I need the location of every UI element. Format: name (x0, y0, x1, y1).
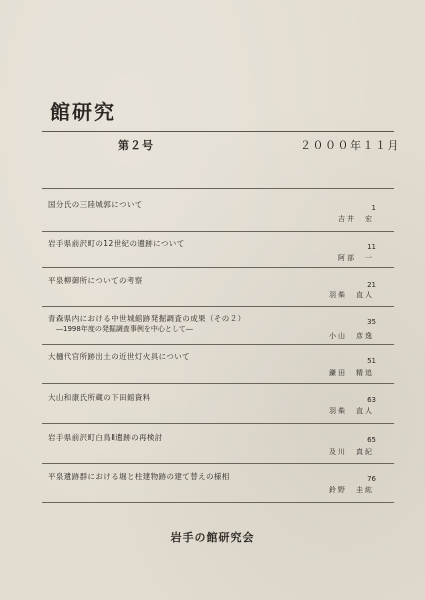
toc-entry-title: 国分氏の三陸城郭について (48, 200, 143, 209)
toc-entry-author: 鈴野 圭紘 (329, 486, 374, 494)
toc-entry (48, 352, 376, 377)
toc-entry-page: 51 (367, 357, 376, 365)
toc-entry (48, 433, 376, 456)
toc-entry (48, 200, 376, 223)
toc-entry-page: 65 (367, 436, 376, 444)
toc-entry-title: 青森県内における中世城館跡発掘調査の成果（その２） (48, 314, 246, 323)
toc-entry-author: 鎌田 精追 (329, 369, 374, 377)
toc-entry-subtitle: ―1998年度の発掘調査事例を中心として― (56, 325, 193, 333)
issue-date: ２０００年１１月 (300, 139, 400, 152)
contents-divider (42, 502, 394, 503)
toc-entry-title: 大樋代官所跡出土の近世灯火具について (48, 352, 191, 361)
title-rule (42, 131, 394, 132)
toc-entry (48, 393, 376, 415)
contents-divider (42, 463, 394, 464)
toc-entry-title: 岩手県前沢町白鳥Ⅱ遺跡の再検討 (48, 433, 163, 442)
toc-entry (48, 314, 376, 340)
contents-divider (42, 423, 394, 424)
contents-divider (42, 383, 394, 384)
toc-entry-page: 35 (367, 318, 376, 326)
toc-entry-author: 小山 彦逸 (329, 332, 374, 340)
journal-title: 館研究 (50, 100, 116, 124)
toc-entry-title: 大山和康氏所蔵の下田館資料 (48, 393, 151, 402)
toc-entry-page: 21 (367, 281, 376, 289)
toc-entry (48, 276, 376, 299)
toc-entry-title: 岩手県前沢町の12世紀の遺跡について (48, 239, 185, 248)
toc-entry-title: 平泉柳御所についての考察 (48, 276, 143, 285)
toc-entry (48, 472, 376, 494)
toc-entry-author: 及川 真紀 (329, 448, 374, 456)
toc-entry-page: 76 (367, 475, 376, 483)
contents-divider (42, 267, 394, 268)
contents-divider (42, 344, 394, 345)
toc-entry (48, 239, 376, 262)
toc-entry-author: 吉井 宏 (338, 215, 374, 223)
toc-entry-author: 阿部 一 (338, 254, 374, 262)
toc-entry-page: 63 (367, 396, 376, 404)
toc-entry-page: 1 (371, 204, 376, 212)
toc-entry-page: 11 (367, 243, 376, 251)
issue-number: 第２号 (118, 139, 154, 152)
toc-entry-author: 羽柴 直人 (329, 291, 374, 299)
contents-divider (42, 231, 394, 232)
toc-entry-author: 羽柴 直人 (329, 407, 374, 415)
contents-divider (42, 188, 394, 189)
contents-divider (42, 306, 394, 307)
toc-entry-title: 平泉遺跡群における堀と柱建物跡の建て替えの様相 (48, 472, 230, 481)
publisher-name: 岩手の館研究会 (170, 531, 255, 544)
